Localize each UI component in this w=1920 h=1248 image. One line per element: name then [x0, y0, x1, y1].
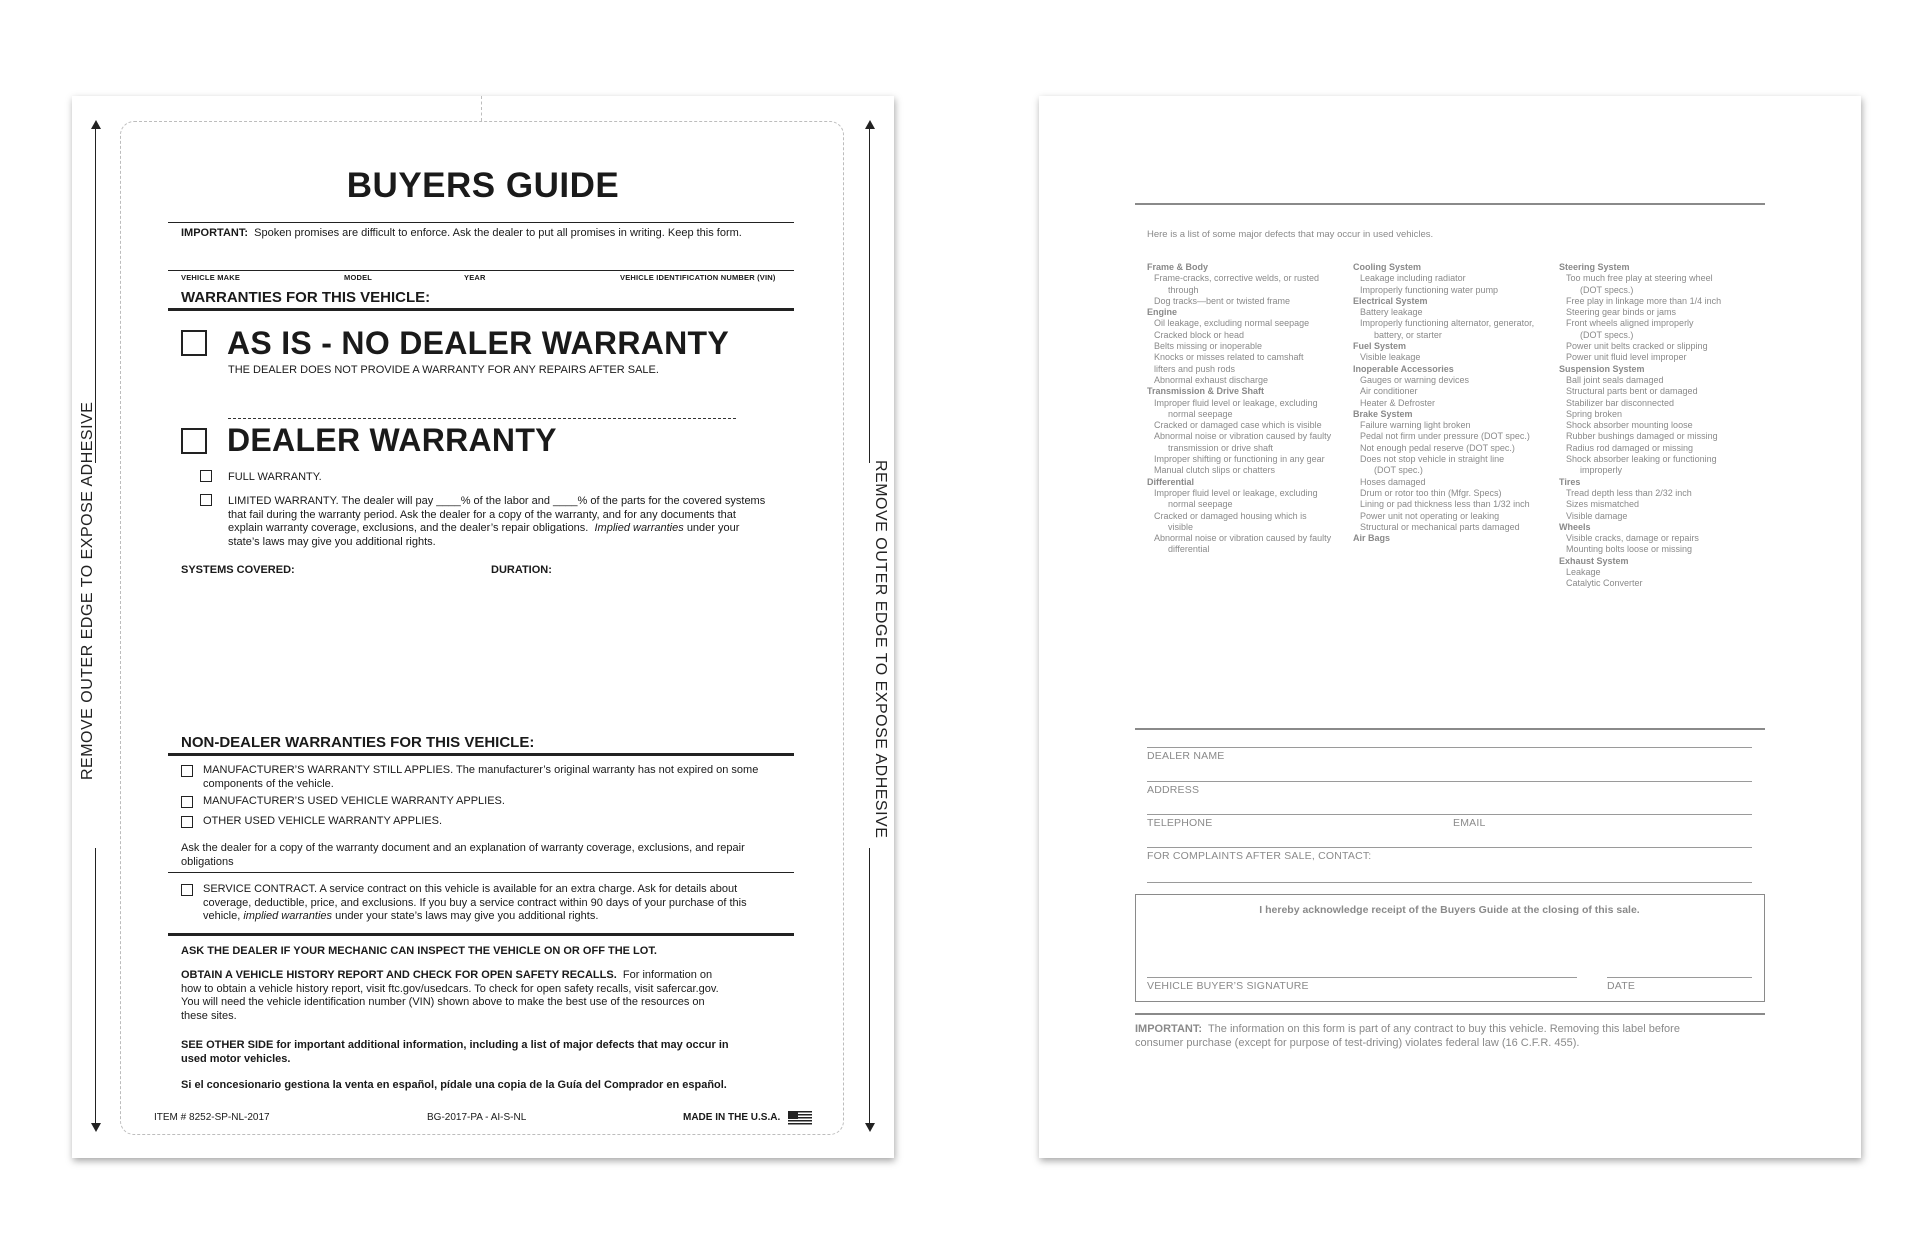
mfr-warranty-text: MANUFACTURER’S WARRANTY STILL APPLIES. The manufacturer’s original warranty has not expired on some components of the vehicle. — [203, 764, 759, 790]
duration-label: DURATION: — [491, 564, 552, 576]
defect-item: normal seepage — [1168, 408, 1233, 419]
spanish-notice: Si el concesionario gestiona la venta en español, pídale una copia de la Guía del Comprador en español. — [181, 1079, 727, 1091]
defect-item: Failure warning light broken — [1360, 420, 1471, 431]
defect-item: Free play in linkage more than 1/4 inch — [1566, 295, 1722, 306]
defect-item: Spring broken — [1566, 408, 1623, 419]
defect-item: Leakage including radiator — [1360, 273, 1466, 284]
see-other-side: SEE OTHER SIDE for important additional information, including a list of major defects that may occur in used motor vehicles. — [181, 1039, 729, 1065]
defect-item: (DOT specs.) — [1580, 284, 1634, 295]
defect-item: Shock absorber mounting loose — [1566, 420, 1693, 431]
defect-item: improperly — [1580, 465, 1623, 476]
full-warranty-checkbox[interactable] — [200, 470, 212, 482]
address-label: ADDRESS — [1147, 784, 1200, 796]
dealer-name-label: DEALER NAME — [1147, 750, 1225, 762]
defect-item: Too much free play at steering wheel — [1566, 273, 1713, 284]
complaints-label: FOR COMPLAINTS AFTER SALE, CONTACT: — [1147, 850, 1372, 862]
item-number: ITEM # 8252-SP-NL-2017 — [154, 1112, 270, 1123]
defect-item: Belts missing or inoperable — [1154, 341, 1263, 352]
as-is-heading: AS IS - NO DEALER WARRANTY — [227, 325, 730, 361]
acknowledgment-box — [1135, 894, 1765, 1002]
signature-label: VEHICLE BUYER’S SIGNATURE — [1147, 980, 1309, 992]
made-in-label: MADE IN THE U.S.A. — [683, 1112, 781, 1123]
warranties-heading: WARRANTIES FOR THIS VEHICLE: — [181, 289, 431, 306]
defects-column-1 — [1147, 262, 1347, 556]
defect-item: Does not stop vehicle in straight line — [1360, 454, 1505, 465]
defect-item: Improperly functioning water pump — [1360, 284, 1499, 295]
telephone-label: TELEPHONE — [1147, 817, 1213, 829]
service-contract-text: SERVICE CONTRACT. A service contract on this vehicle is available for an extra charge. Ask for details about coverage, deductible, price, and exclusions. If you buy a service contract within 90 days of your purchase of this vehicle, implied warranties under your state’s laws may give you additional rights. — [203, 883, 747, 922]
defects-column-2 — [1353, 262, 1553, 544]
defect-item: Steering gear binds or jams — [1566, 307, 1677, 318]
defect-item: Dog tracks—bent or twisted frame — [1154, 295, 1291, 306]
dealer-section-rule — [1135, 728, 1765, 730]
field-model: MODEL — [344, 273, 373, 282]
defect-category: Differential — [1147, 476, 1195, 487]
non-dealer-heading: NON-DEALER WARRANTIES FOR THIS VEHICLE: — [181, 734, 535, 751]
defect-item: Improper fluid level or leakage, excluding — [1154, 487, 1318, 498]
acknowledgment-text: I hereby acknowledge receipt of the Buyers Guide at the closing of this sale. — [1259, 904, 1640, 916]
as-is-subtext: THE DEALER DOES NOT PROVIDE A WARRANTY FOR ANY REPAIRS AFTER SALE. — [228, 364, 659, 376]
defect-category: Fuel System — [1353, 341, 1407, 352]
defect-item: Leakage — [1566, 567, 1601, 578]
mechanic-notice: ASK THE DEALER IF YOUR MECHANIC CAN INSPECT THE VEHICLE ON OR OFF THE LOT. — [181, 945, 657, 957]
defect-item: Frame-cracks, corrective welds, or rusted — [1154, 273, 1320, 284]
defect-item: Abnormal noise or vibration caused by faulty — [1154, 431, 1332, 442]
defect-item: Hoses damaged — [1360, 476, 1426, 487]
defect-category: Tires — [1559, 476, 1581, 487]
email-label: EMAIL — [1453, 817, 1486, 829]
page-title: BUYERS GUIDE — [346, 166, 620, 205]
back-sheet — [1039, 96, 1861, 1158]
defect-category: Engine — [1147, 307, 1178, 318]
other-used-checkbox[interactable] — [181, 816, 193, 828]
defect-item: transmission or drive shaft — [1168, 442, 1274, 453]
field-vehicle-make: VEHICLE MAKE — [181, 273, 241, 282]
defect-item: Stabilizer bar disconnected — [1566, 397, 1675, 408]
defect-item: Drum or rotor too thin (Mfgr. Specs) — [1360, 487, 1502, 498]
defect-item: Lining or pad thickness less than 1/32 inch — [1360, 499, 1530, 510]
defect-item: Power unit belts cracked or slipping — [1566, 341, 1708, 352]
defect-category: Transmission & Drive Shaft — [1147, 386, 1265, 397]
defect-category: Electrical System — [1353, 295, 1428, 306]
dealer-warranty-checkbox[interactable] — [181, 428, 207, 454]
history-report-text: OBTAIN A VEHICLE HISTORY REPORT AND CHECK FOR OPEN SAFETY RECALLS. For information on how to obtain a vehicle history report, visit ftc.gov/usedcars. To check for open safety recalls, visit safercar.gov. You will need the vehicle identification number (VIN) shown above to make the best use of the resources on these sites. — [181, 969, 719, 1022]
defect-item: differential — [1168, 544, 1210, 555]
defect-item: Air conditioner — [1360, 386, 1418, 397]
defect-item: Cracked block or head — [1154, 329, 1245, 340]
defect-item: Power unit not operating or leaking — [1360, 510, 1500, 521]
section-divider — [228, 418, 736, 419]
service-contract-checkbox[interactable] — [181, 884, 193, 896]
defect-item: Visible cracks, damage or repairs — [1566, 533, 1699, 544]
defect-item: Mounting bolts loose or missing — [1566, 544, 1693, 555]
defect-item: Abnormal noise or vibration caused by faulty — [1154, 533, 1332, 544]
full-warranty-label: FULL WARRANTY. — [228, 471, 322, 483]
defect-item: (DOT spec.) — [1374, 465, 1423, 476]
defect-item: Improper fluid level or leakage, excluding — [1154, 397, 1318, 408]
defect-item: visible — [1168, 521, 1194, 532]
defect-category: Exhaust System — [1559, 555, 1629, 566]
defect-item: Manual clutch slips or chatters — [1154, 465, 1276, 476]
defect-category: Air Bags — [1353, 533, 1391, 544]
defect-item: Tread depth less than 2/32 inch — [1566, 487, 1692, 498]
as-is-checkbox[interactable] — [181, 330, 207, 356]
defect-item: normal seepage — [1168, 499, 1233, 510]
defect-category: Cooling System — [1353, 262, 1422, 272]
field-vin: VEHICLE IDENTIFICATION NUMBER (VIN) — [620, 273, 776, 282]
mfr-used-checkbox[interactable] — [181, 796, 193, 808]
defect-category: Wheels — [1559, 521, 1591, 532]
defect-item: Front wheels aligned improperly — [1566, 318, 1694, 329]
defect-item: battery, or starter — [1374, 329, 1442, 340]
defect-item: Shock absorber leaking or functioning — [1566, 454, 1717, 465]
back-important-notice: IMPORTANT: The information on this form is part of any contract to buy this vehicle. Removing this label before consumer purchase (except for purpose of test-driving) violates federal law (16 C.F.R. 455). — [1135, 1023, 1680, 1049]
defect-item: Knocks or misses related to camshaft — [1154, 352, 1304, 363]
date-line[interactable] — [1607, 977, 1752, 978]
form-code: BG-2017-PA - AI-S-NL — [427, 1112, 527, 1123]
defect-item: Cracked or damaged housing which is — [1154, 510, 1307, 521]
systems-covered-label: SYSTEMS COVERED: — [181, 564, 295, 576]
defect-item: Battery leakage — [1360, 307, 1423, 318]
defect-item: Pedal not firm under pressure (DOT spec.) — [1360, 431, 1530, 442]
right-side-instruction: REMOVE OUTER EDGE TO EXPOSE ADHESIVE — [872, 460, 889, 839]
defect-category: Suspension System — [1559, 363, 1645, 374]
defect-category: Brake System — [1353, 408, 1413, 419]
defect-item: Improper shifting or functioning in any gear — [1154, 454, 1325, 465]
defects-intro: Here is a list of some major defects that may occur in used vehicles. — [1147, 229, 1434, 240]
arrow-down-icon — [865, 1123, 875, 1132]
defects-column-3 — [1559, 262, 1759, 590]
defect-item: lifters and push rods — [1154, 363, 1236, 374]
defect-item: Ball joint seals damaged — [1566, 374, 1664, 385]
defect-item: Not enough pedal reserve (DOT spec.) — [1360, 442, 1515, 453]
limited-warranty-checkbox[interactable] — [200, 494, 212, 506]
defect-item: Rubber bushings damaged or missing — [1566, 431, 1718, 442]
field-year: YEAR — [464, 273, 486, 282]
defect-item: Heater & Defroster — [1360, 397, 1436, 408]
defect-item: Visible damage — [1566, 510, 1628, 521]
defect-item: Improperly functioning alternator, generator, — [1360, 318, 1535, 329]
important-notice: IMPORTANT: Spoken promises are difficult to enforce. Ask the dealer to put all promises in writing. Keep this form. — [181, 227, 742, 239]
defect-item: Structural parts bent or damaged — [1566, 386, 1698, 397]
defect-item: Oil leakage, excluding normal seepage — [1154, 318, 1310, 329]
ask-copy-text: Ask the dealer for a copy of the warranty document and an explanation of warranty coverage, exclusions, and repair obligations — [181, 842, 745, 868]
defect-item: Structural or mechanical parts damaged — [1360, 521, 1520, 532]
signature-line[interactable] — [1147, 977, 1577, 978]
front-sheet — [72, 96, 894, 1158]
defect-item: Sizes mismatched — [1566, 499, 1640, 510]
mfr-warranty-checkbox[interactable] — [181, 765, 193, 777]
defect-category: Inoperable Accessories — [1353, 363, 1454, 374]
defect-item: Power unit fluid level improper — [1566, 352, 1687, 363]
limited-warranty-text: LIMITED WARRANTY. The dealer will pay ____% of the labor and ____% of the parts for the covered systems that fail during the warranty period. Ask the dealer for a copy of the warranty, and for any documents that explain warranty coverage, exclusions, and the dealer’s repair obligations. Implied warranties under your state’s laws may give you additional rights. — [228, 495, 766, 548]
defect-item: Abnormal exhaust discharge — [1154, 374, 1269, 385]
top-rule — [1135, 203, 1765, 205]
left-side-instruction: REMOVE OUTER EDGE TO EXPOSE ADHESIVE — [79, 401, 96, 780]
dealer-warranty-heading: DEALER WARRANTY — [227, 422, 557, 458]
arrow-down-icon — [91, 1123, 101, 1132]
other-used-label: OTHER USED VEHICLE WARRANTY APPLIES. — [203, 815, 443, 827]
defect-item: (DOT specs.) — [1580, 329, 1634, 340]
defect-item: Visible leakage — [1360, 352, 1421, 363]
adhesive-notch — [481, 96, 482, 121]
defect-category: Steering System — [1559, 262, 1630, 272]
defect-item: through — [1168, 284, 1199, 295]
mfr-used-label: MANUFACTURER’S USED VEHICLE WARRANTY APPLIES. — [203, 795, 505, 807]
date-label: DATE — [1607, 980, 1636, 992]
important-rule — [1135, 1013, 1765, 1015]
defect-item: Cracked or damaged case which is visible — [1154, 420, 1322, 431]
arrow-up-icon — [865, 120, 875, 129]
defect-item: Radius rod damaged or missing — [1566, 442, 1694, 453]
defect-item: Gauges or warning devices — [1360, 374, 1470, 385]
defect-category: Frame & Body — [1147, 262, 1209, 272]
defect-item: Catalytic Converter — [1566, 578, 1643, 589]
us-flag-icon — [788, 1111, 812, 1126]
arrow-up-icon — [91, 120, 101, 129]
